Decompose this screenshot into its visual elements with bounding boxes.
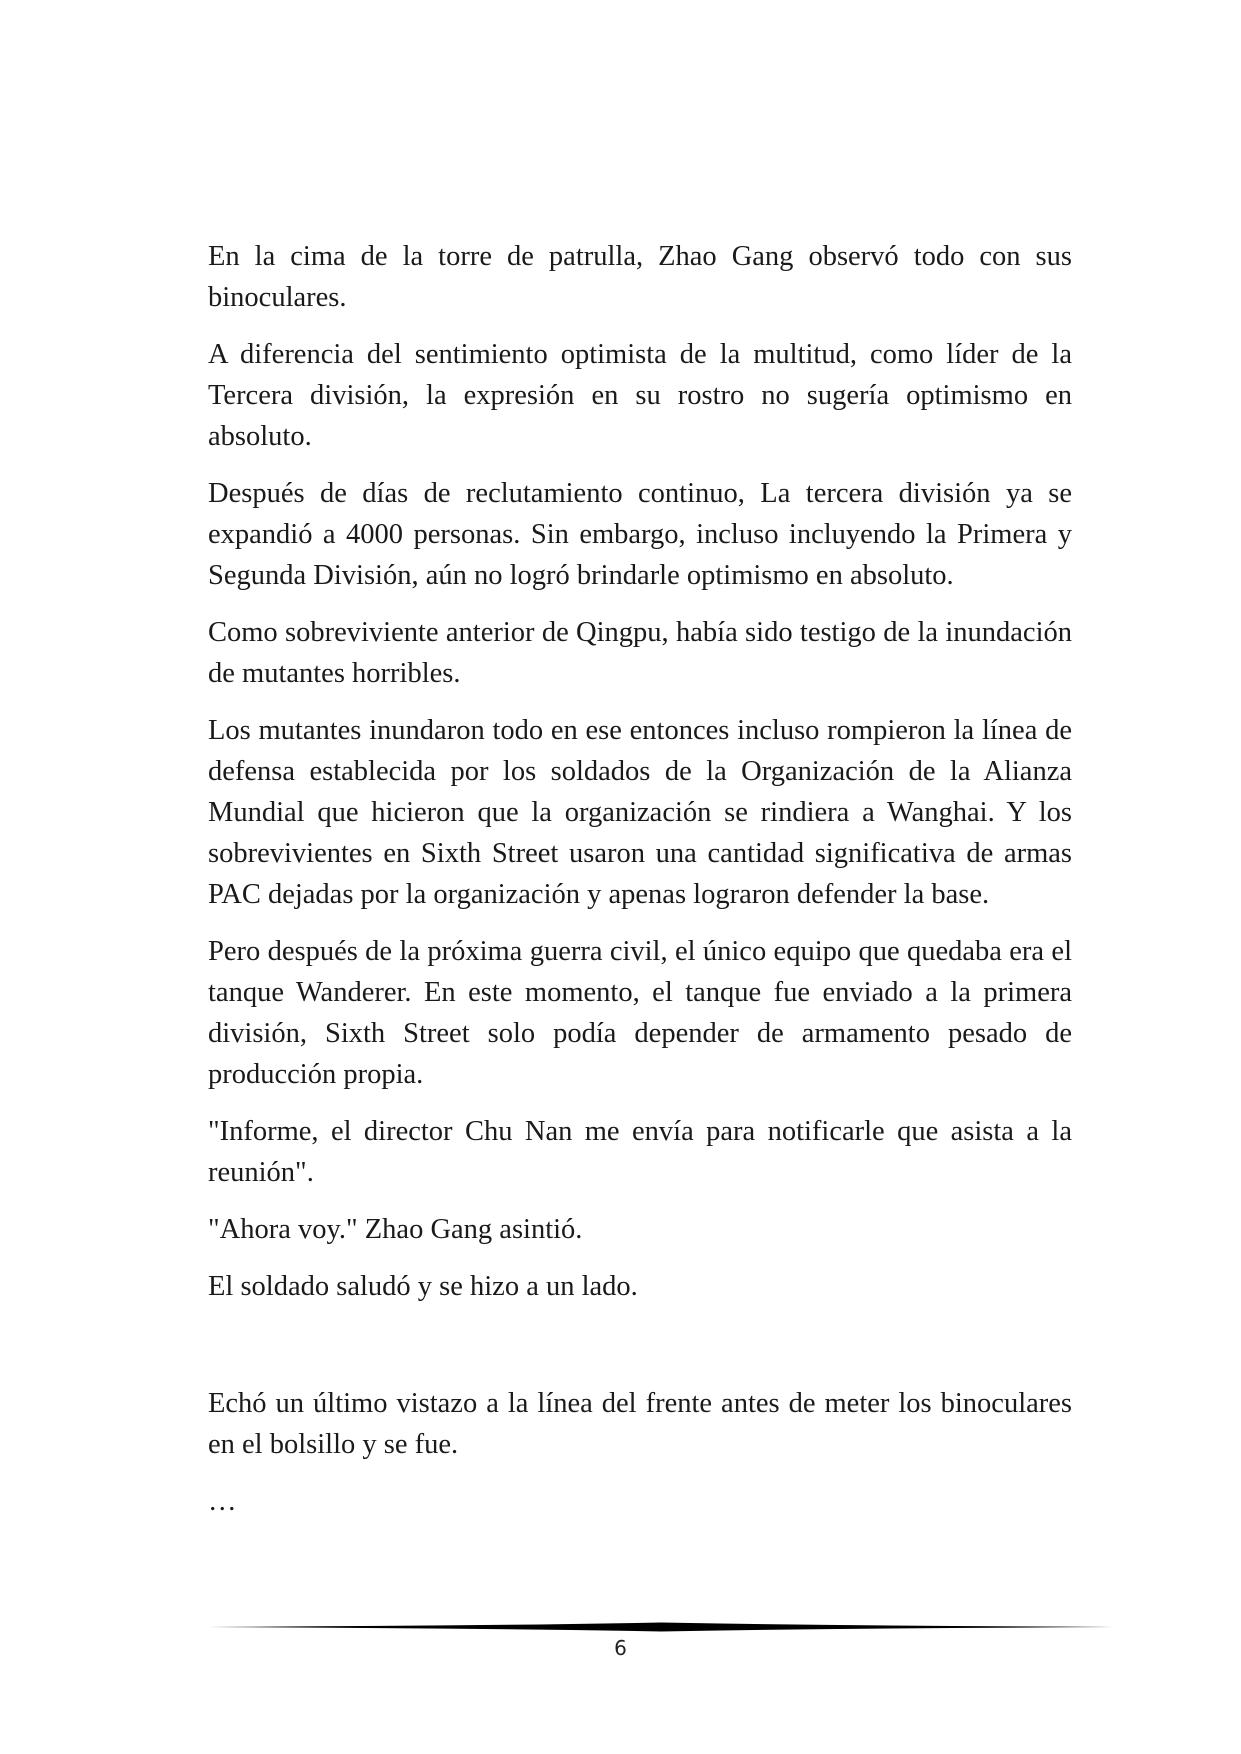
paragraph-4: Como sobreviviente anterior de Qingpu, había sido testigo de la inundación de mutantes horribles.: [208, 617, 1072, 689]
paragraph-8: "Ahora voy." Zhao Gang asintió.: [208, 1214, 583, 1245]
paragraph-2: A diferencia del sentimiento optimista de la multitud, como líder de la Tercera división, la expresión en su rostro no sugería optimismo en absoluto.: [208, 339, 1072, 452]
paragraph-10: Echó un último vistazo a la línea del frente antes de meter los binoculares en el bolsillo y se fue.: [208, 1388, 1072, 1460]
paragraph-7: "Informe, el director Chu Nan me envía para notificarle que asista a la reunión".: [208, 1116, 1072, 1188]
paragraph-5: Los mutantes inundaron todo en ese entonces incluso rompieron la línea de defensa establecida por los soldados de la Organización de la Alianza Mundial que hicieron que la organización se rindiera a Wanghai. Y los sobrevivientes en Sixth Street usaron una cantidad significativa de armas PAC dejadas por la organización y apenas lograron defender la base.: [208, 715, 1072, 910]
page-number: 6: [614, 1636, 627, 1660]
paragraph-1: En la cima de la torre de patrulla, Zhao Gang observó todo con sus binoculares.: [208, 241, 1072, 313]
ellipsis-line: …: [208, 1486, 237, 1517]
body-text: [208, 236, 1072, 1538]
paragraph-9: El soldado saludó y se hizo a un lado.: [208, 1271, 638, 1302]
paragraph-3: Después de días de reclutamiento continuo, La tercera división ya se expandió a 4000 personas. Sin embargo, incluso incluyendo la Primera y Segunda División, aún no logró brindarle optimismo en absoluto.: [208, 478, 1072, 591]
paragraph-6: Pero después de la próxima guerra civil, el único equipo que quedaba era el tanque Wanderer. En este momento, el tanque fue enviado a la primera división, Sixth Street solo podía depender de armamento pesado de producción propia.: [208, 936, 1072, 1090]
footer-divider: [208, 1620, 1114, 1634]
